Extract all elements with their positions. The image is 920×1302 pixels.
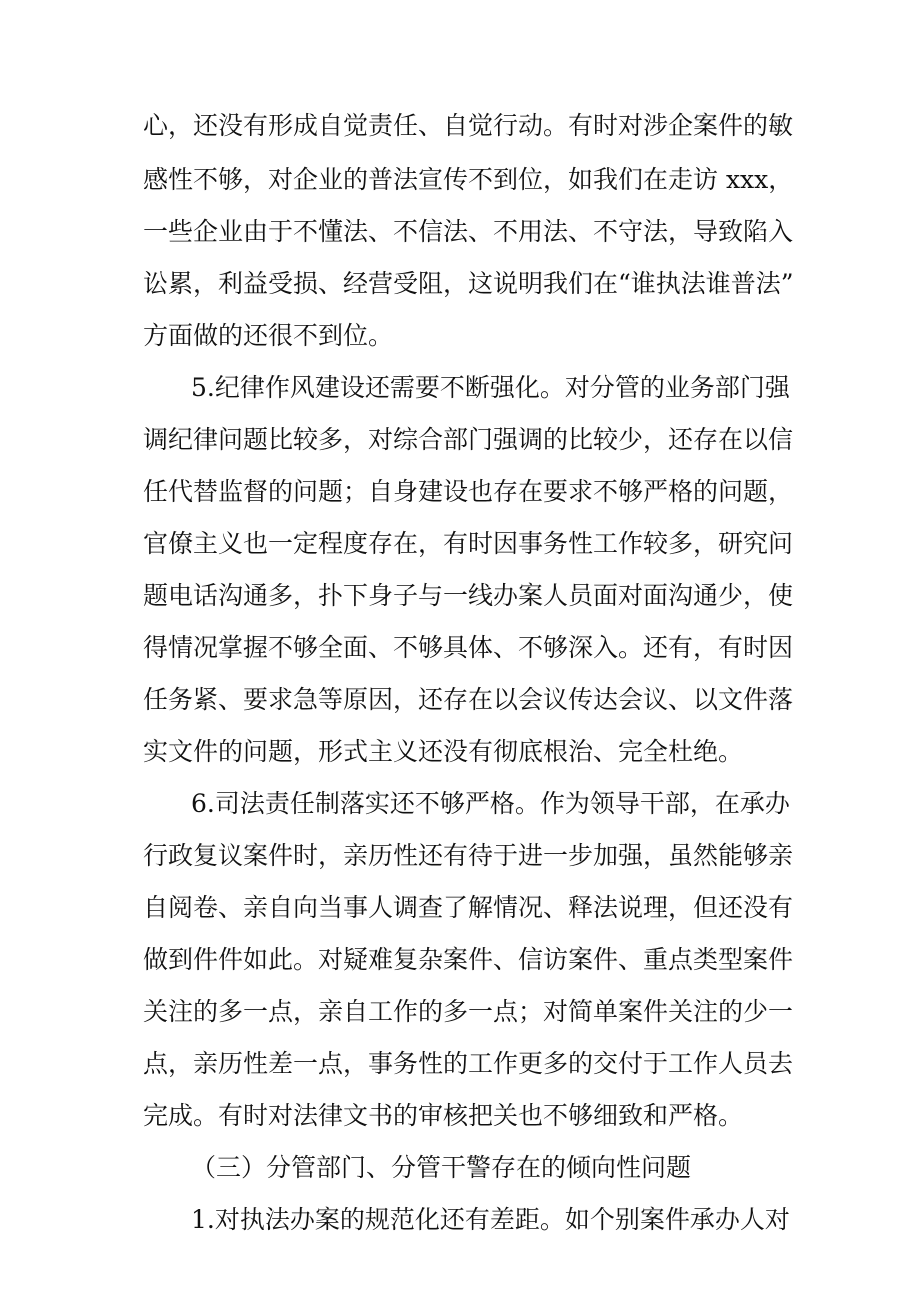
text-line: 点，亲历性差一点，事务性的工作更多的交付于工作人员去	[143, 1049, 794, 1078]
text-line: 行政复议案件时，亲历性还有待于进一步加强，虽然能够亲	[143, 841, 794, 870]
text-line: 官僚主义也一定程度存在，有时因事务性工作较多，研究问	[143, 529, 794, 558]
paragraph-first-line: 5.纪律作风建设还需要不断强化。对分管的业务部门强	[191, 373, 790, 402]
text-line: 讼累，利益受损、经营受阻，这说明我们在“谁执法谁普法”	[143, 269, 794, 298]
text-line: 得情况掌握不够全面、不够具体、不够深入。还有，有时因	[143, 633, 794, 662]
text-line: 调纪律问题比较多，对综合部门强调的比较少，还存在以信	[143, 425, 794, 454]
text-line: 自阅卷、亲自向当事人调查了解情况、释法说理，但还没有	[143, 893, 794, 922]
text-line: 关注的多一点，亲自工作的多一点；对简单案件关注的少一	[143, 997, 794, 1026]
text-line: 感性不够，对企业的普法宣传不到位，如我们在走访 xxx，	[143, 165, 794, 194]
text-line: 心，还没有形成自觉责任、自觉行动。有时对涉企案件的敏	[143, 111, 794, 140]
text-line: 一些企业由于不懂法、不信法、不用法、不守法，导致陷入	[143, 217, 794, 246]
text-line: 做到件件如此。对疑难复杂案件、信访案件、重点类型案件	[143, 945, 794, 974]
paragraph-first-line: 6.司法责任制落实还不够严格。作为领导干部，在承办	[191, 789, 790, 818]
text-line: 方面做的还很不到位。	[143, 321, 394, 350]
text-line: 任代替监督的问题；自身建设也存在要求不够严格的问题，	[143, 477, 794, 506]
text-line: 实文件的问题，形式主义还没有彻底根治、完全杜绝。	[143, 737, 744, 766]
text-line: 题电话沟通多，扑下身子与一线办案人员面对面沟通少，使	[143, 581, 794, 610]
paragraph-first-line: 1.对执法办案的规范化还有差距。如个别案件承办人对	[191, 1205, 790, 1234]
text-line: 完成。有时对法律文书的审核把关也不够细致和严格。	[143, 1101, 744, 1130]
text-line: 任务紧、要求急等原因，还存在以会议传达会议、以文件落	[143, 685, 794, 714]
section-heading: （三）分管部门、分管干警存在的倾向性问题	[191, 1153, 692, 1182]
